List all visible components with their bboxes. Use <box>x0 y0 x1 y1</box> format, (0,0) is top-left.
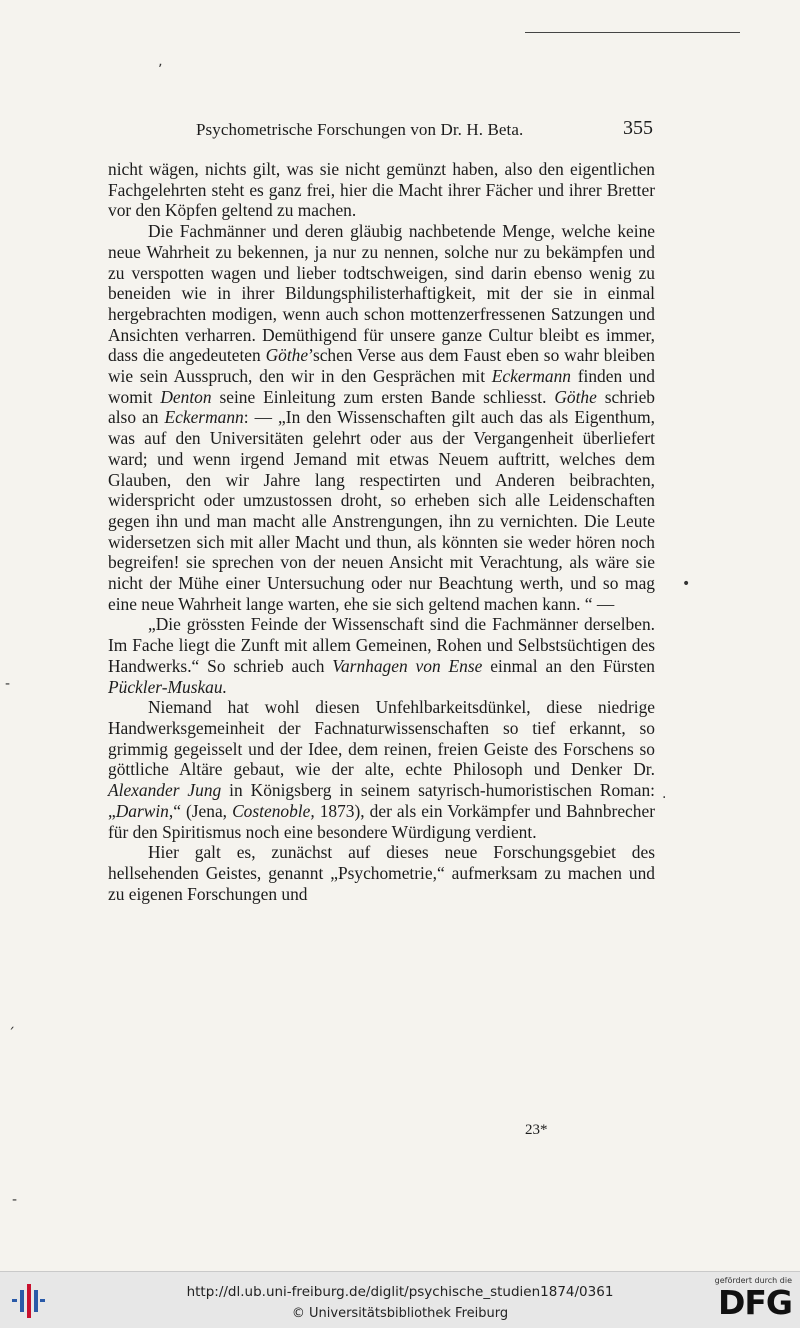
dfg-tagline: gefördert durch die <box>714 1276 792 1285</box>
paragraph: nicht wägen, nichts gilt, was sie nicht gemünzt haben, also den eigentlichen Fachgelehrten steht es ganz frei, hier die Macht ihrer Fächer und ihrer Bretter vor den Köpfen geltend zu machen. <box>108 159 655 221</box>
body-text <box>108 159 655 904</box>
running-title: Psychometrische Forschungen von Dr. H. Beta. <box>196 120 524 139</box>
paragraph: Niemand hat wohl diesen Unfehlbarkeitsdünkel, diese niedrige Handwerksgemeinheit der Fachnaturwissenschaften so tief erkannt, so grimmig gegeisselt und der Idee, dem reinen, freien Geiste des Forschens so göttliche Altäre gebaut, wie der alte, echte Philosoph und Denker Dr. Alexander Jung in Königsberg in seinem satyrisch-humoristischen Roman: „Darwin,“ (Jena, Costenoble, 1873), der als ein Vorkämpfer und Bahnbrecher für den Spiritismus noch eine besondere Würdigung verdient. <box>108 697 655 842</box>
scan-mark: · <box>662 790 667 806</box>
signature-mark: 23* <box>525 1122 548 1138</box>
copyright-text: © Universitätsbibliothek Freiburg <box>291 1306 509 1321</box>
viewer-footer <box>0 1271 800 1328</box>
paragraph: Die Fachmänner und deren gläubig nachbetende Menge, welche keine neue Wahrheit zu bekennen, ja nur zu nennen, solche nur zu bekämpfen und zu verspotten wagen und lieber todtschweigen, sind darin ebenso wenig zu beneiden wie in ihrer Bildungsphilisterhaftigkeit, mit der sie in einmal hergebrachten modigen, wenn auch schon mottenzerfressenen Satzungen und Ansichten verharren. Demüthigend für unsere ganze Cultur bleibt es immer, dass die angedeuteten Göthe’schen Verse aus dem Faust eben so wahr bleiben wie sein Ausspruch, den wir in den Gesprächen mit Eckermann finden und womit Denton seine Einleitung zum ersten Bande schliesst. Göthe schrieb also an Eckermann: — „In den Wissenschaften gilt auch das als Eigenthum, was auf den Universitäten gelehrt oder aus der Vergangenheit überliefert ward; und wenn irgend Jemand mit etwas Neuem auftritt, welches dem Glauben, den wir Jahre lang respectirten und Anderen beibrachten, widerspricht oder umzustossen droht, so erheben sich alle Leidenschaften gegen ihn und man macht alle Anstrengungen, ihn zu vernichten. Die Leute widersetzen sich mit aller Macht und thun, als könnten sie weder hören noch begreifen! sie sprechen von der neuen Ansicht mit Verachtung, als wäre sie nicht der Mühe einer Untersuchung oder nur Beachtung werth, und so mag eine neue Wahrheit lange warten, ehe sie sich geltend machen kann. “ — <box>108 221 656 614</box>
scan-mark: - <box>12 1192 18 1208</box>
paragraph: Hier galt es, zunächst auf dieses neue Forschungsgebiet des hellsehenden Geistes, genannt „Psychometrie,“ aufmerksam zu machen und zu eigenen Forschungen und <box>108 842 655 904</box>
scan-mark: ʼ <box>158 62 163 78</box>
top-rule <box>525 32 740 33</box>
dfg-logo-icon[interactable] <box>704 1276 792 1324</box>
paragraph: „Die grössten Feinde der Wissenschaft sind die Fachmänner derselben. Im Fache liegt die Zunft mit allem Gemeinen, Rohen und Selbstsüchtigen des Handwerks.“ So schrieb auch Varnhagen von Ense einmal an den Fürsten Pückler-Muskau. <box>108 614 655 697</box>
scan-mark: • <box>682 576 691 592</box>
scan-mark: ˏ <box>8 1014 15 1030</box>
document-url[interactable]: http://dl.ub.uni-freiburg.de/diglit/psychische_studien1874/0361 <box>186 1284 614 1300</box>
page-number: 355 <box>623 117 653 139</box>
dfg-logo: DFG <box>717 1283 792 1322</box>
scan-mark: - <box>5 676 11 692</box>
page-header <box>108 117 653 142</box>
